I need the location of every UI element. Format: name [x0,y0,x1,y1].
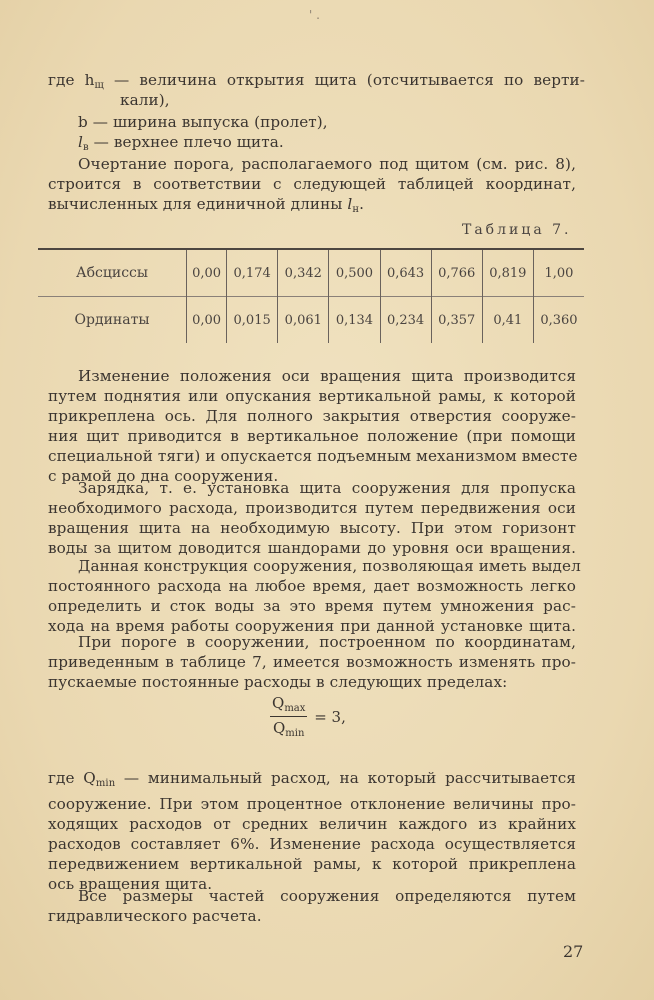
para1-line: строится в соответствии с следующей таблицей координат, [48,175,576,193]
para1-last-line [48,194,576,220]
para2-line: с рамой до дна сооружения. [48,467,279,485]
table-cell: 0,00 [187,249,227,297]
para6-line: ось вращения щита. [48,875,213,893]
table-cell: 0,360 [533,297,584,344]
paragraph-charging [48,478,576,558]
page-top-mark: ' . [309,8,320,22]
para6-line: расходов составляет 6%. Изменение расхода осуществляется [48,835,576,853]
para3-line: необходимого расхода, производится путем передвижения оси [48,499,576,517]
para2-line: Изменение положения оси вращения щита производится [78,367,576,385]
table-cell: 0,174 [227,249,278,297]
table-cell: 0,357 [431,297,482,344]
ratio-formula [270,694,346,739]
para6-line: передвижением вертикальной рамы, к которой прикреплена [48,855,576,873]
para2-line: специальной тяги) и опускается подъемным механизмом вместе [48,447,578,465]
table-cell: 0,134 [329,297,380,344]
def1-pre: где h [48,71,95,89]
para5-line: приведенным в таблице 7, имеется возможность изменять про- [48,653,576,671]
definition-b: b — ширина выпуска (пролет), [78,113,328,131]
para1-last-sub: н [352,204,360,215]
para4-line: Данная конструкция сооружения, позволяющая иметь выдел [78,557,581,575]
paragraph-axis-position [48,366,576,486]
qmin-text: — минимальный расход, на который рассчитывается [115,769,576,787]
para7-line: Все размеры частей сооружения определяются путем [78,887,576,905]
def3-sub: в [82,142,89,153]
coordinates-table [38,248,584,343]
table-cell: 0,41 [482,297,533,344]
para6-line: сооружение. При этом процентное отклонение величины про- [48,795,576,813]
formula-denominator [270,717,307,739]
table-caption: Таблица 7. [462,222,572,238]
formula-num-sub: max [284,703,306,714]
table-cell: 0,00 [187,297,227,344]
paragraph-threshold-outline [48,154,576,220]
para4-line: постоянного расхода на любое время, дает возможность легко [48,577,576,595]
table-row-abscissas [38,249,584,297]
para3-line: воды за щитом доводится шандорами до уровня оси вращения. [48,539,576,557]
para2-line: прикреплена ось. Для полного закрытия отверстия сооруже- [48,407,576,425]
table-cell: 0,061 [278,297,329,344]
formula-fraction [270,694,307,739]
definition-h-shch-continuation: кали), [120,91,170,109]
def3-var: l [78,133,83,151]
formula-den-symbol: Q [272,719,286,737]
para5-line: При пороге в сооружении, построенном по координатам, [78,633,576,651]
table-cell: 0,643 [380,249,431,297]
table-row-ordinates [38,297,584,344]
para1-line: Очертание порога, располагаемого под щитом (см. рис. 8), [78,155,576,173]
formula-num-symbol: Q [272,694,285,712]
paragraph-limits [48,632,576,692]
para4-line: определить и сток воды за это время путем умножения рас- [48,597,576,615]
table-cell: 0,015 [227,297,278,344]
definition-q-min [48,768,576,794]
table-cell: 0,766 [431,249,482,297]
para7-line: гидравлического расчета. [48,907,262,925]
para3-line: Зарядка, т. е. установка щита сооружения для пропуска [78,479,576,497]
paragraph-deviation [48,794,576,894]
row-label-ordinates: Ординаты [38,297,187,344]
formula-numerator [270,694,307,717]
table-cell: 0,234 [380,297,431,344]
paragraph-dimensions [48,886,576,926]
formula-den-sub: min [285,728,305,739]
table-cell: 0,342 [278,249,329,297]
qmin-pre: где Q [48,769,96,787]
def1-text: — величина открытия щита (отсчитывается по верти- [103,71,585,89]
page-number: 27 [563,942,584,961]
def3-text: — верхнее плечо щита. [88,133,284,151]
paragraph-construction [48,556,581,636]
para5-line: пускаемые постоянные расходы в следующих пределах: [48,673,508,691]
para3-line: вращения щита на необходимую высоту. При этом горизонт [48,519,576,537]
para2-line: путем поднятия или опускания вертикальной рамы, к которой [48,387,576,405]
para4-line: хода на время работы сооружения при данной установке щита. [48,617,576,635]
formula-rhs: = 3, [314,707,346,726]
para1-last-pre: вычисленных для единичной длины [48,195,348,213]
qmin-sub: min [95,778,116,789]
para6-line: ходящих расходов от средних величин каждого из крайних [48,815,576,833]
table-cell: 0,500 [329,249,380,297]
para2-line: ния щит приводится в вертикальное положение (при помощи [48,427,576,445]
table-cell: 0,819 [482,249,533,297]
table-cell: 1,00 [533,249,584,297]
para1-last-var: l [347,195,353,213]
row-label-abscissas: Абсциссы [38,249,187,297]
para1-last-post: . [359,195,365,213]
def1-sub: щ [94,80,104,91]
